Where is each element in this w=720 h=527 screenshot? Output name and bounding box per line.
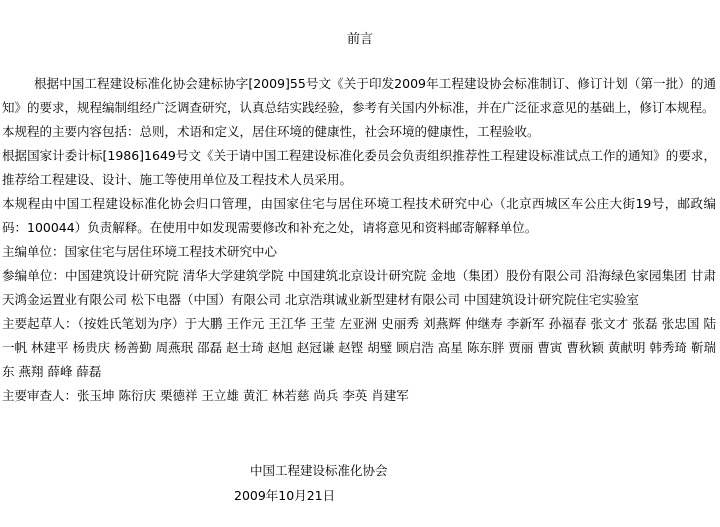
paragraph-management: 本规程由中国工程建设标准化协会归口管理，由国家住宅与居住环境工程技术研究中心（北京西城区车公庄大街19号，邮政编码：100044）负责解释。在使用中如发现需要修改和补充之处，请将意见和资料邮寄解释单位。 xyxy=(2,196,716,235)
document-body xyxy=(2,72,716,408)
signature-date: 2009年10月21日 xyxy=(234,488,336,503)
paragraph-basis: 根据中国工程建设标准化协会建标协字[2009]55号文《关于印发2009年工程建设协会标准制订、修订计划（第一批）的通知》的要求，规程编制组经广泛调查研究，认真总结实践经验，参考有关国内外标准，并在广泛征求意见的基础上，修订本规程。 xyxy=(2,76,716,115)
page-title: 前言 xyxy=(346,32,373,47)
paragraph-chief-editor-unit: 主编单位：国家住宅与居住环境工程技术研究中心 xyxy=(2,244,278,259)
paragraph-main-drafters: 主要起草人：（按姓氏笔划为序）于大鹏 王作元 王江华 王莹 左亚洲 史丽秀 刘燕辉 仲继寿 李新军 孙福春 张文才 张磊 张忠国 陆一帆 林建平 杨贵庆 杨善勤 周燕珉 邵磊 赵士琦 赵旭 赵冠谦 赵铿 胡璧 顾启浩 高星 陈东胖 贾丽 曹寅 曹秋颖 黄献明 韩秀琦 靳瑞东 燕翔 薛峰 薛磊 xyxy=(2,316,716,379)
paragraph-participating-units: 参编单位：中国建筑设计研究院 清华大学建筑学院 中国建筑北京设计研究院 金地（集团）股份有限公司 沿海绿色家园集团 甘肃天鸿金运置业有限公司 松下电器（中国）有限公司 北京浩琪诚业新型建材有限公司 中国建筑设计研究院住宅实验室 xyxy=(2,268,716,307)
signature-organization: 中国工程建设标准化协会 xyxy=(250,463,388,478)
paragraph-main-reviewers: 主要审查人：张玉坤 陈衍庆 栗德祥 王立雄 黄汇 林若慈 尚兵 李英 肖建军 xyxy=(2,388,409,403)
paragraph-main-content: 本规程的主要内容包括：总则，术语和定义，居住环境的健康性，社会环境的健康性，工程验收。 xyxy=(2,124,540,139)
paragraph-recommendation: 根据国家计委计标[1986]1649号文《关于请中国工程建设标准化委员会负责组织推荐性工程建设标准试点工作的通知》的要求，推荐给工程建设、设计、施工等使用单位及工程技术人员采用。 xyxy=(2,148,716,187)
